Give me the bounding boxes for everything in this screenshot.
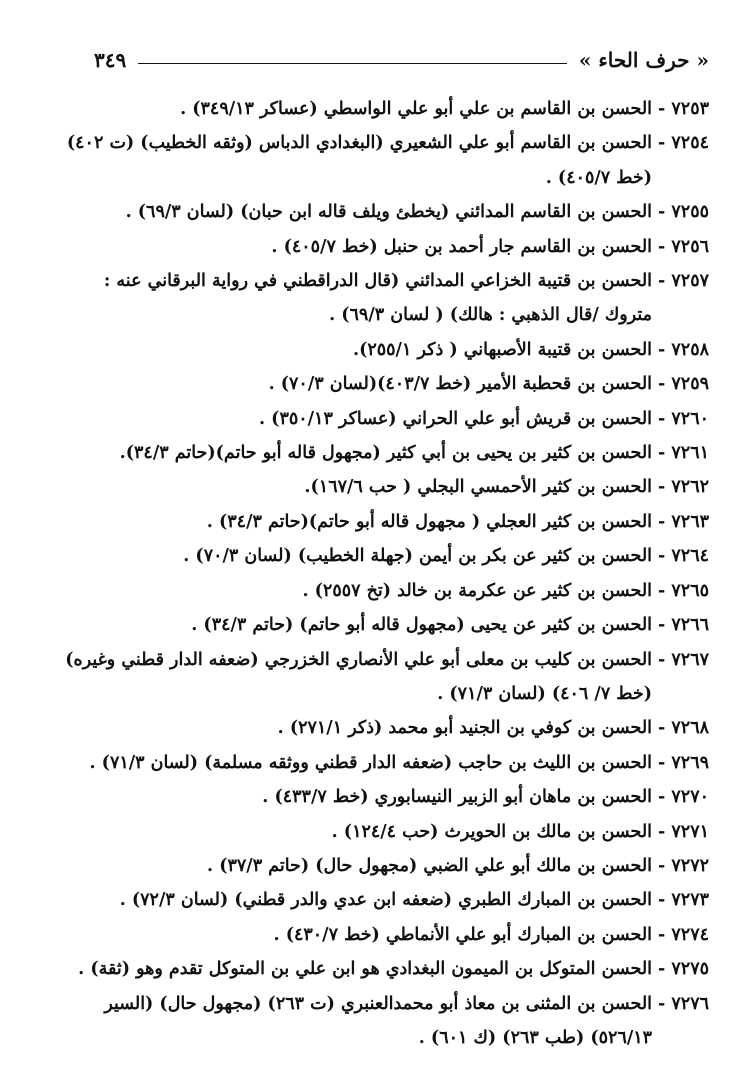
entry-number: ٧٢٦٤ - — [658, 546, 709, 567]
entry-number: ٧٢٥٧ - — [658, 271, 709, 292]
entry-text: الحسن بن كثير عن عكرمة بن خالد (تخ ٢٥٥٧) . — [302, 580, 653, 601]
entry-text: الحسن بن قتيبة الخزاعي المدائني (قال الدراقطني في رواية البرقاني عنه : متروك /قال الذهبي : هالك) ( لسان ٦٩/٣) . — [103, 271, 653, 326]
entry-text: الحسن المتوكل بن الميمون البغدادي هو ابن علي بن المتوكل تقدم وهو (ثقة) . — [78, 959, 653, 980]
entry-text: الحسن بن مالك أبو علي الضبي (مجهول حال) (حاتم ٣٧/٣) . — [207, 855, 653, 876]
entry-number: ٧٢٥٨ - — [658, 339, 709, 360]
list-item — [60, 711, 709, 745]
page-header — [94, 44, 709, 76]
list-item — [60, 402, 709, 436]
entry-text: الحسن بن قريش أبو علي الحراني (عساكر ٣٥٠/١٣) . — [258, 408, 653, 429]
list-item — [60, 470, 709, 504]
list-item — [60, 195, 709, 229]
entry-text: الحسن بن القاسم جار أحمد بن حنبل (خط ٤٠٥/٧) . — [271, 236, 653, 257]
entry-text: الحسن بن المثنى بن معاذ أبو محمدالعنبري (ت ٢٦٣) (مجهول حال) (السير ٥٢٦/١٣) (طب ٢٦٣) (ك ٦٠١) . — [104, 993, 653, 1048]
entry-text: الحسن بن كثير بن يحيى بن أبي كثير (مجهول قاله أبو حاتم)(حاتم ٣٤/٣). — [119, 443, 653, 464]
chapter-title: « حرف الحاء » — [578, 48, 709, 72]
entry-number: ٧٢٦٨ - — [658, 718, 709, 739]
entry-text: الحسن بن كوفي بن الجنيد أبو محمد (ذكر ٢٧١/١) . — [277, 718, 653, 739]
entry-number: ٧٢٦٩ - — [658, 752, 709, 773]
entry-number: ٧٢٥٥ - — [658, 202, 709, 223]
entry-number: ٧٢٦٦ - — [658, 615, 709, 636]
entry-text: الحسن بن ماهان أبو الزبير النيسابوري (خط ٤٣٣/٧) . — [262, 787, 653, 808]
header-rule — [138, 63, 567, 64]
entry-text: الحسن بن المبارك الطبري (ضعفه ابن عدي والدر قطني) (لسان ٧٢/٣) . — [119, 890, 653, 911]
entry-number: ٧٢٥٣ - — [658, 99, 709, 119]
list-item — [60, 849, 709, 883]
list-item — [60, 746, 709, 780]
list-item — [60, 333, 709, 367]
entry-text: الحسن بن كثير عن يحيى (مجهول قاله أبو حاتم) (حاتم ٣٤/٣) . — [191, 615, 653, 636]
list-item — [60, 918, 709, 952]
list-item — [60, 952, 709, 986]
list-item — [60, 815, 709, 849]
entry-text: الحسن بن قتيبة الأصبهاني ( ذكر ٢٥٥/١). — [352, 339, 653, 360]
entry-list — [60, 92, 709, 1055]
entry-number: ٧٢٥٦ - — [658, 236, 709, 257]
entry-number: ٧٢٧٤ - — [658, 924, 709, 945]
entry-text: الحسن بن كليب بن معلى أبو علي الأنصاري الخزرجي (ضعفه الدار قطني وغيره) (خط ٧/ ٤٠٦) (لسان ٧١/٣) . — [65, 649, 653, 704]
entry-text: الحسن بن كثير عن بكر بن أيمن (جهلة الخطيب) (لسان ٧٠/٣) . — [183, 546, 653, 567]
entry-number: ٧٢٧٥ - — [658, 959, 709, 980]
list-item — [60, 230, 709, 264]
list-item — [60, 608, 709, 642]
list-item — [60, 367, 709, 401]
list-item — [60, 574, 709, 608]
entry-text: الحسن بن قحطبة الأمير (خط ٤٠٣/٧)(لسان ٧٠/٣) . — [268, 374, 653, 395]
entry-text: الحسن بن القاسم أبو علي الشعيري (البغدادي الدباس (وثقه الخطيب) (ت ٤٠٢) (خط ٤٠٥/٧) . — [66, 133, 653, 188]
entry-number: ٧٢٧٦ - — [658, 993, 709, 1014]
list-item — [60, 505, 709, 539]
page-number: ٣٤٩ — [94, 48, 127, 72]
list-item — [60, 264, 709, 333]
entry-number: ٧٢٧١ - — [658, 821, 709, 842]
entry-number: ٧٢٧٣ - — [658, 890, 709, 911]
entry-text: الحسن بن مالك بن الحويرث (حب ١٢٤/٤) . — [331, 821, 653, 842]
list-item — [60, 643, 709, 712]
entry-number: ٧٢٦١ - — [658, 443, 709, 464]
entry-text: الحسن بن الليث بن حاجب (ضعفه الدار قطني ووثقه مسلمة) (لسان ٧١/٣) . — [89, 752, 653, 773]
entry-number: ٧٢٧٠ - — [658, 787, 709, 808]
entry-number: ٧٢٥٩ - — [658, 374, 709, 395]
entry-number: ٧٢٥٤ - — [658, 133, 709, 154]
list-item — [60, 780, 709, 814]
entry-number: ٧٢٧٢ - — [658, 855, 709, 876]
list-item — [60, 436, 709, 470]
list-item — [60, 883, 709, 917]
list-item — [60, 92, 709, 126]
entry-text: الحسن بن المبارك أبو علي الأنماطي (خط ٤٣٠/٧) . — [273, 924, 653, 945]
list-item — [60, 539, 709, 573]
entry-number: ٧٢٦٠ - — [658, 408, 709, 429]
list-item — [60, 987, 709, 1056]
entry-number: ٧٢٦٢ - — [658, 477, 709, 498]
entry-text: الحسن بن كثير الأحمسي البجلي ( حب ١٦٧/٦). — [304, 477, 653, 498]
entry-number: ٧٢٦٧ - — [658, 649, 709, 670]
entry-number: ٧٢٦٣ - — [658, 511, 709, 532]
entry-number: ٧٢٦٥ - — [658, 580, 709, 601]
entry-text: الحسن بن القاسم المدائني (يخطئ ويلف قاله ابن حبان) (لسان ٦٩/٣) . — [125, 202, 653, 223]
entry-text: الحسن بن القاسم بن علي أبو علي الواسطي (عساكر ٣٤٩/١٣) . — [180, 99, 653, 119]
list-item — [60, 126, 709, 195]
entry-text: الحسن بن كثير العجلي ( مجهول قاله أبو حاتم)(حاتم ٣٤/٣) . — [206, 511, 653, 532]
